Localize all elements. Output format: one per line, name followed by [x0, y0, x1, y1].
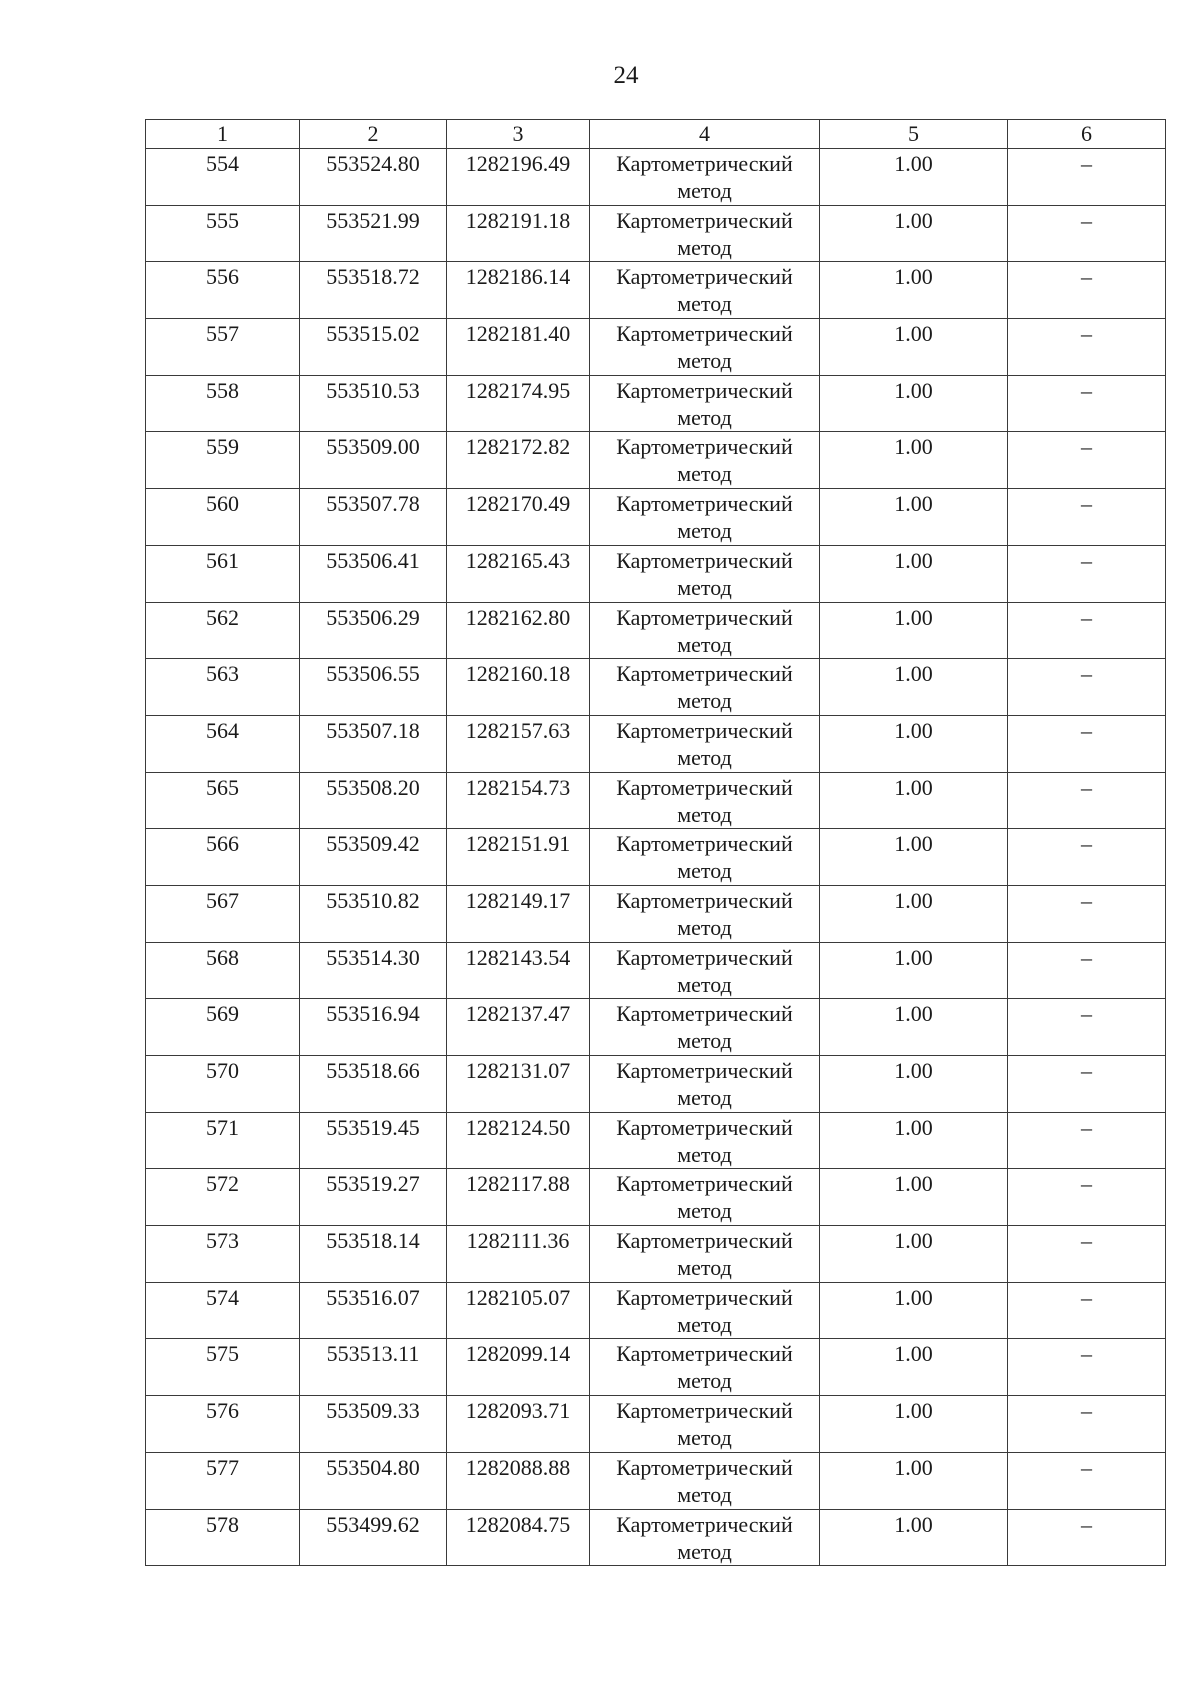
note-cell: –	[1008, 942, 1166, 999]
accuracy-cell: 1.00	[820, 602, 1008, 659]
y-coordinate-cell: 1282160.18	[447, 659, 590, 716]
y-coordinate-cell: 1282143.54	[447, 942, 590, 999]
point-number-cell: 568	[146, 942, 300, 999]
method-cell	[590, 375, 820, 432]
note-cell: –	[1008, 545, 1166, 602]
point-number-cell: 563	[146, 659, 300, 716]
x-coordinate-cell: 553516.94	[300, 999, 447, 1056]
note-cell: –	[1008, 1396, 1166, 1453]
point-number-cell: 574	[146, 1282, 300, 1339]
x-coordinate-cell: 553506.41	[300, 545, 447, 602]
point-number-cell: 564	[146, 715, 300, 772]
y-coordinate-cell: 1282093.71	[447, 1396, 590, 1453]
table-row	[146, 1226, 1166, 1283]
table-row	[146, 772, 1166, 829]
method-cell	[590, 1112, 820, 1169]
accuracy-cell: 1.00	[820, 829, 1008, 886]
method-cell	[590, 942, 820, 999]
point-number-cell: 561	[146, 545, 300, 602]
y-coordinate-cell: 1282196.49	[447, 149, 590, 206]
x-coordinate-cell: 553506.29	[300, 602, 447, 659]
point-number-cell: 558	[146, 375, 300, 432]
accuracy-cell: 1.00	[820, 942, 1008, 999]
accuracy-cell: 1.00	[820, 149, 1008, 206]
y-coordinate-cell: 1282174.95	[447, 375, 590, 432]
method-text: Картометрический метод	[616, 1228, 793, 1281]
point-number-cell: 578	[146, 1509, 300, 1566]
note-cell: –	[1008, 1282, 1166, 1339]
method-text: Картометрический метод	[616, 321, 793, 374]
table-row	[146, 149, 1166, 206]
note-cell: –	[1008, 1339, 1166, 1396]
method-cell	[590, 319, 820, 376]
y-coordinate-cell: 1282137.47	[447, 999, 590, 1056]
accuracy-cell: 1.00	[820, 489, 1008, 546]
column-header-4: 4	[590, 120, 820, 149]
method-text: Картометрический метод	[616, 1398, 793, 1451]
note-cell: –	[1008, 375, 1166, 432]
table-row	[146, 1396, 1166, 1453]
table-row	[146, 942, 1166, 999]
method-cell	[590, 715, 820, 772]
y-coordinate-cell: 1282157.63	[447, 715, 590, 772]
method-cell	[590, 1169, 820, 1226]
point-number-cell: 554	[146, 149, 300, 206]
table-row	[146, 1509, 1166, 1566]
column-header-2: 2	[300, 120, 447, 149]
accuracy-cell: 1.00	[820, 262, 1008, 319]
method-text: Картометрический метод	[616, 1114, 793, 1167]
y-coordinate-cell: 1282181.40	[447, 319, 590, 376]
x-coordinate-cell: 553515.02	[300, 319, 447, 376]
note-cell: –	[1008, 602, 1166, 659]
method-text: Картометрический метод	[616, 1001, 793, 1054]
x-coordinate-cell: 553516.07	[300, 1282, 447, 1339]
point-number-cell: 557	[146, 319, 300, 376]
note-cell: –	[1008, 999, 1166, 1056]
point-number-cell: 556	[146, 262, 300, 319]
method-text: Картометрический метод	[616, 264, 793, 317]
y-coordinate-cell: 1282149.17	[447, 885, 590, 942]
method-text: Картометрический метод	[616, 491, 793, 544]
method-text: Картометрический метод	[616, 1171, 793, 1224]
method-text: Картометрический метод	[616, 717, 793, 770]
note-cell: –	[1008, 149, 1166, 206]
x-coordinate-cell: 553507.18	[300, 715, 447, 772]
x-coordinate-cell: 553509.33	[300, 1396, 447, 1453]
x-coordinate-cell: 553518.14	[300, 1226, 447, 1283]
y-coordinate-cell: 1282172.82	[447, 432, 590, 489]
table-row	[146, 1056, 1166, 1113]
point-number-cell: 577	[146, 1452, 300, 1509]
note-cell: –	[1008, 1509, 1166, 1566]
point-number-cell: 571	[146, 1112, 300, 1169]
column-header-5: 5	[820, 120, 1008, 149]
method-cell	[590, 772, 820, 829]
note-cell: –	[1008, 715, 1166, 772]
accuracy-cell: 1.00	[820, 432, 1008, 489]
y-coordinate-cell: 1282191.18	[447, 205, 590, 262]
method-text: Картометрический метод	[616, 1511, 793, 1564]
column-header-1: 1	[146, 120, 300, 149]
accuracy-cell: 1.00	[820, 1226, 1008, 1283]
point-number-cell: 575	[146, 1339, 300, 1396]
note-cell: –	[1008, 319, 1166, 376]
x-coordinate-cell: 553510.82	[300, 885, 447, 942]
y-coordinate-cell: 1282165.43	[447, 545, 590, 602]
method-text: Картометрический метод	[616, 151, 793, 203]
x-coordinate-cell: 553519.45	[300, 1112, 447, 1169]
y-coordinate-cell: 1282162.80	[447, 602, 590, 659]
x-coordinate-cell: 553509.00	[300, 432, 447, 489]
note-cell: –	[1008, 262, 1166, 319]
x-coordinate-cell: 553506.55	[300, 659, 447, 716]
x-coordinate-cell: 553518.72	[300, 262, 447, 319]
table-row	[146, 375, 1166, 432]
point-number-cell: 573	[146, 1226, 300, 1283]
table-row	[146, 1282, 1166, 1339]
method-cell	[590, 659, 820, 716]
accuracy-cell: 1.00	[820, 375, 1008, 432]
page-number: 24	[613, 62, 639, 89]
accuracy-cell: 1.00	[820, 319, 1008, 376]
table-row	[146, 602, 1166, 659]
method-text: Картометрический метод	[616, 831, 793, 884]
accuracy-cell: 1.00	[820, 1282, 1008, 1339]
accuracy-cell: 1.00	[820, 772, 1008, 829]
x-coordinate-cell: 553519.27	[300, 1169, 447, 1226]
method-cell	[590, 432, 820, 489]
accuracy-cell: 1.00	[820, 1056, 1008, 1113]
method-cell	[590, 1509, 820, 1566]
table-row	[146, 659, 1166, 716]
method-cell	[590, 999, 820, 1056]
note-cell: –	[1008, 1169, 1166, 1226]
column-header-6: 6	[1008, 120, 1166, 149]
method-cell	[590, 1452, 820, 1509]
accuracy-cell: 1.00	[820, 205, 1008, 262]
note-cell: –	[1008, 1452, 1166, 1509]
accuracy-cell: 1.00	[820, 999, 1008, 1056]
y-coordinate-cell: 1282099.14	[447, 1339, 590, 1396]
table-row	[146, 1169, 1166, 1226]
x-coordinate-cell: 553514.30	[300, 942, 447, 999]
header-row	[146, 120, 1166, 149]
column-header-3: 3	[447, 120, 590, 149]
table-row	[146, 205, 1166, 262]
method-text: Картометрический метод	[616, 434, 793, 487]
method-cell	[590, 602, 820, 659]
point-number-cell: 555	[146, 205, 300, 262]
table-row	[146, 829, 1166, 886]
method-text: Картометрический метод	[616, 1454, 793, 1507]
accuracy-cell: 1.00	[820, 1339, 1008, 1396]
note-cell: –	[1008, 772, 1166, 829]
table-row	[146, 715, 1166, 772]
method-text: Картометрический метод	[616, 547, 793, 600]
note-cell: –	[1008, 489, 1166, 546]
method-cell	[590, 545, 820, 602]
note-cell: –	[1008, 432, 1166, 489]
x-coordinate-cell: 553521.99	[300, 205, 447, 262]
method-text: Картометрический метод	[616, 1341, 793, 1394]
method-cell	[590, 885, 820, 942]
table-row	[146, 489, 1166, 546]
accuracy-cell: 1.00	[820, 1169, 1008, 1226]
point-number-cell: 570	[146, 1056, 300, 1113]
y-coordinate-cell: 1282088.88	[447, 1452, 590, 1509]
accuracy-cell: 1.00	[820, 545, 1008, 602]
y-coordinate-cell: 1282111.36	[447, 1226, 590, 1283]
accuracy-cell: 1.00	[820, 1396, 1008, 1453]
x-coordinate-cell: 553518.66	[300, 1056, 447, 1113]
method-cell	[590, 1056, 820, 1113]
accuracy-cell: 1.00	[820, 715, 1008, 772]
method-text: Картометрический метод	[616, 774, 793, 827]
table-body	[146, 149, 1166, 1566]
method-cell	[590, 205, 820, 262]
x-coordinate-cell: 553508.20	[300, 772, 447, 829]
y-coordinate-cell: 1282151.91	[447, 829, 590, 886]
y-coordinate-cell: 1282186.14	[447, 262, 590, 319]
table-header	[146, 120, 1166, 149]
accuracy-cell: 1.00	[820, 1509, 1008, 1566]
method-text: Картометрический метод	[616, 944, 793, 997]
point-number-cell: 560	[146, 489, 300, 546]
method-cell	[590, 1226, 820, 1283]
method-cell	[590, 262, 820, 319]
y-coordinate-cell: 1282084.75	[447, 1509, 590, 1566]
x-coordinate-cell: 553513.11	[300, 1339, 447, 1396]
point-number-cell: 562	[146, 602, 300, 659]
method-text: Картометрический метод	[616, 661, 793, 714]
point-number-cell: 576	[146, 1396, 300, 1453]
method-cell	[590, 1282, 820, 1339]
point-number-cell: 569	[146, 999, 300, 1056]
accuracy-cell: 1.00	[820, 885, 1008, 942]
y-coordinate-cell: 1282154.73	[447, 772, 590, 829]
y-coordinate-cell: 1282170.49	[447, 489, 590, 546]
method-text: Картометрический метод	[616, 1058, 793, 1110]
table-row	[146, 1112, 1166, 1169]
method-cell	[590, 489, 820, 546]
table-row	[146, 1339, 1166, 1396]
point-number-cell: 567	[146, 885, 300, 942]
method-cell	[590, 149, 820, 206]
table-row	[146, 1452, 1166, 1509]
point-number-cell: 566	[146, 829, 300, 886]
y-coordinate-cell: 1282124.50	[447, 1112, 590, 1169]
x-coordinate-cell: 553510.53	[300, 375, 447, 432]
accuracy-cell: 1.00	[820, 1112, 1008, 1169]
method-cell	[590, 1339, 820, 1396]
method-text: Картометрический метод	[616, 887, 793, 940]
method-cell	[590, 829, 820, 886]
x-coordinate-cell: 553524.80	[300, 149, 447, 206]
point-number-cell: 559	[146, 432, 300, 489]
table-row	[146, 262, 1166, 319]
table-row	[146, 545, 1166, 602]
note-cell: –	[1008, 205, 1166, 262]
x-coordinate-cell: 553499.62	[300, 1509, 447, 1566]
coordinates-table	[145, 119, 1166, 1566]
method-text: Картометрический метод	[616, 207, 793, 260]
accuracy-cell: 1.00	[820, 659, 1008, 716]
note-cell: –	[1008, 1056, 1166, 1113]
x-coordinate-cell: 553504.80	[300, 1452, 447, 1509]
point-number-cell: 565	[146, 772, 300, 829]
x-coordinate-cell: 553507.78	[300, 489, 447, 546]
method-text: Картометрический метод	[616, 1284, 793, 1337]
point-number-cell: 572	[146, 1169, 300, 1226]
table-row	[146, 319, 1166, 376]
y-coordinate-cell: 1282131.07	[447, 1056, 590, 1113]
note-cell: –	[1008, 1226, 1166, 1283]
accuracy-cell: 1.00	[820, 1452, 1008, 1509]
table-row	[146, 885, 1166, 942]
x-coordinate-cell: 553509.42	[300, 829, 447, 886]
note-cell: –	[1008, 659, 1166, 716]
table-row	[146, 432, 1166, 489]
note-cell: –	[1008, 829, 1166, 886]
note-cell: –	[1008, 1112, 1166, 1169]
y-coordinate-cell: 1282105.07	[447, 1282, 590, 1339]
note-cell: –	[1008, 885, 1166, 942]
y-coordinate-cell: 1282117.88	[447, 1169, 590, 1226]
method-cell	[590, 1396, 820, 1453]
table-row	[146, 999, 1166, 1056]
method-text: Картометрический метод	[616, 604, 793, 657]
method-text: Картометрический метод	[616, 377, 793, 430]
